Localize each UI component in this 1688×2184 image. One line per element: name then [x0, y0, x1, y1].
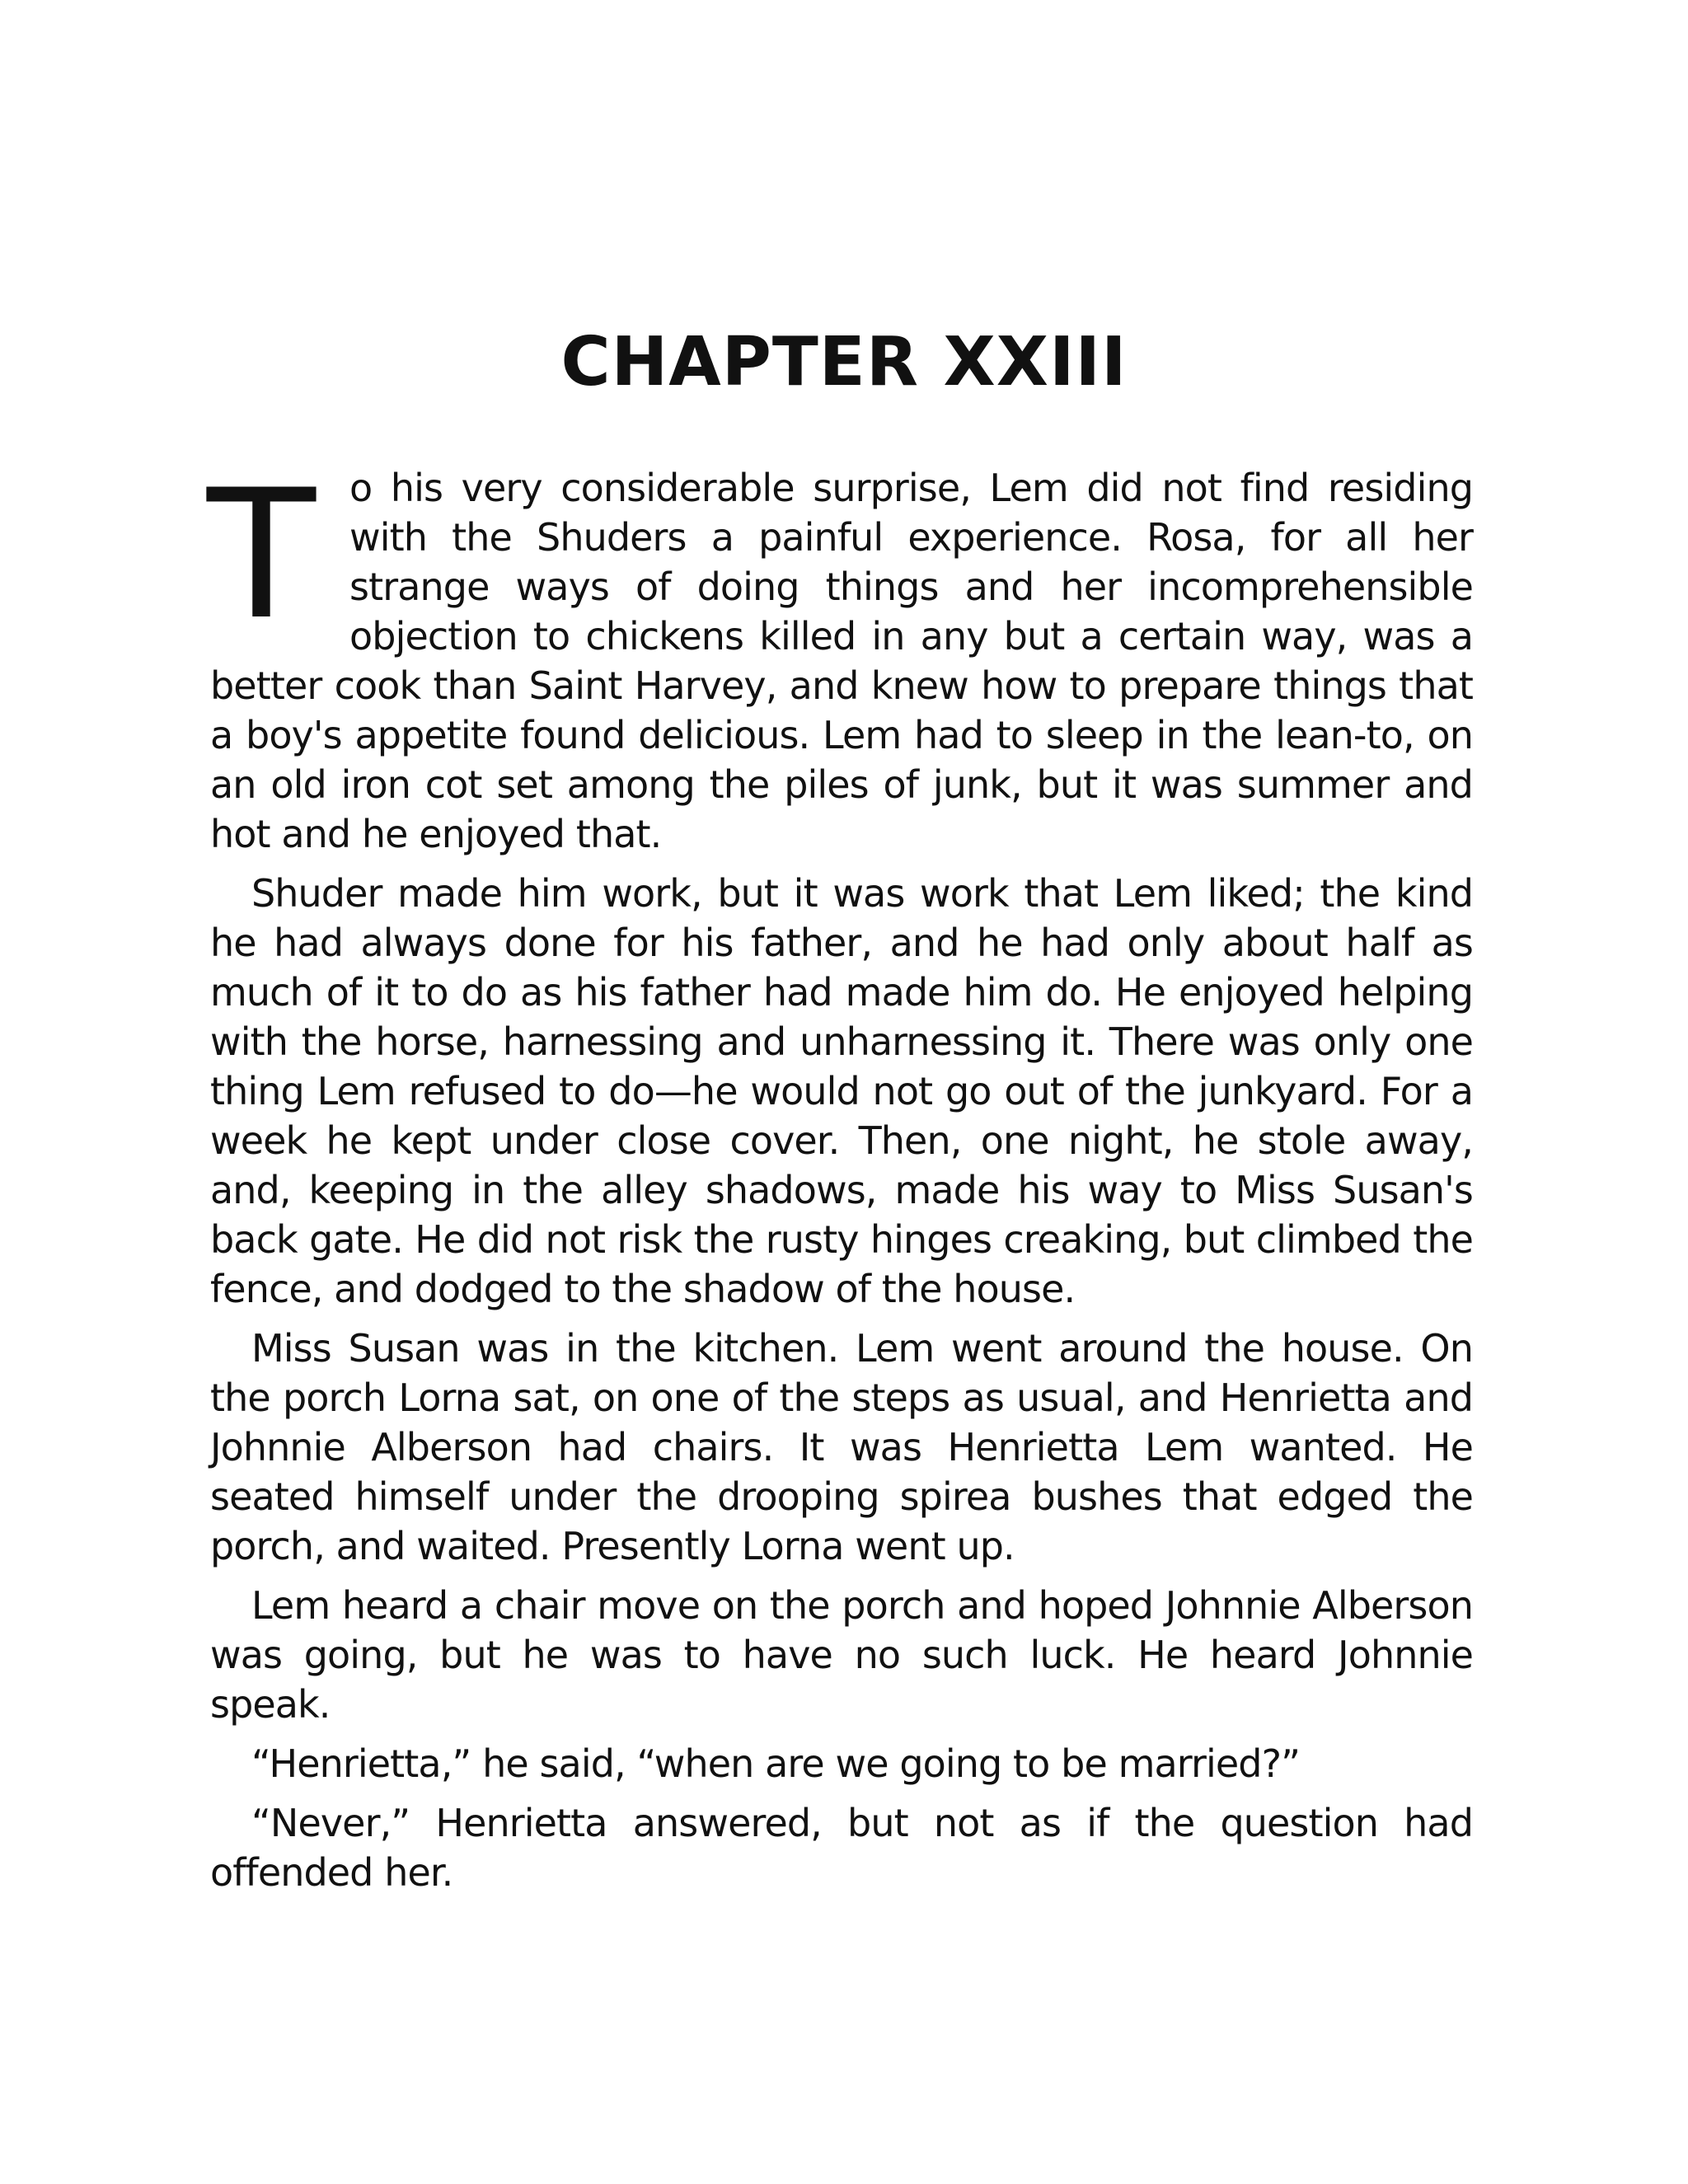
drop-cap: T	[207, 452, 316, 658]
paragraph-4: Lem heard a chair move on the porch and hoped Johnnie Alberson was going, but he was to have no such luck. He heard Johnnie speak.	[210, 1583, 1473, 1727]
paragraph-1	[207, 452, 1473, 859]
paragraph-6: “Never,” Henrietta answered, but not as if the question had offended her.	[210, 1801, 1473, 1895]
paragraph-2: Shuder made him work, but it was work that Lem liked; the kind he had always done for his father, and he had only about half as much of it to do as his father had made him do. He enjoyed helping with the horse, harnessing and unharnessing it. There was only one thing Lem refused to do—he would not go out of the junkyard. For a week he kept under close cover. Then, one night, he stole away, and, keeping in the alley shadows, made his way to Miss Susan's back gate. He did not risk the rusty hinges creaking, but climbed the fence, and dodged to the shadow of the house.	[210, 871, 1473, 1311]
paragraph-1-text: o his very considerable surprise, Lem did not find residing with the Shuders a painful experience. Rosa, for all her strange ways of doing things and her incomprehensible objection to chickens killed in any but a certain way, was a better cook than Saint Harvey, and knew how to prepare things that a boy's appetite found delicious. Lem had to sleep in the lean-to, on an old iron cot set among the piles of junk, but it was summer and hot and he enjoyed that.	[210, 466, 1473, 856]
paragraph-3: Miss Susan was in the kitchen. Lem went around the house. On the porch Lorna sat, on one of the steps as usual, and Henrietta and Johnnie Alberson had chairs. It was Henrietta Lem wanted. He seated himself under the drooping spirea bushes that edged the porch, and waited. Presently Lorna went up.	[210, 1326, 1473, 1568]
chapter-body	[207, 452, 1473, 1907]
chapter-title: CHAPTER XXIII	[560, 323, 1128, 401]
paragraph-5: “Henrietta,” he said, “when are we going to be married?”	[251, 1741, 1301, 1786]
